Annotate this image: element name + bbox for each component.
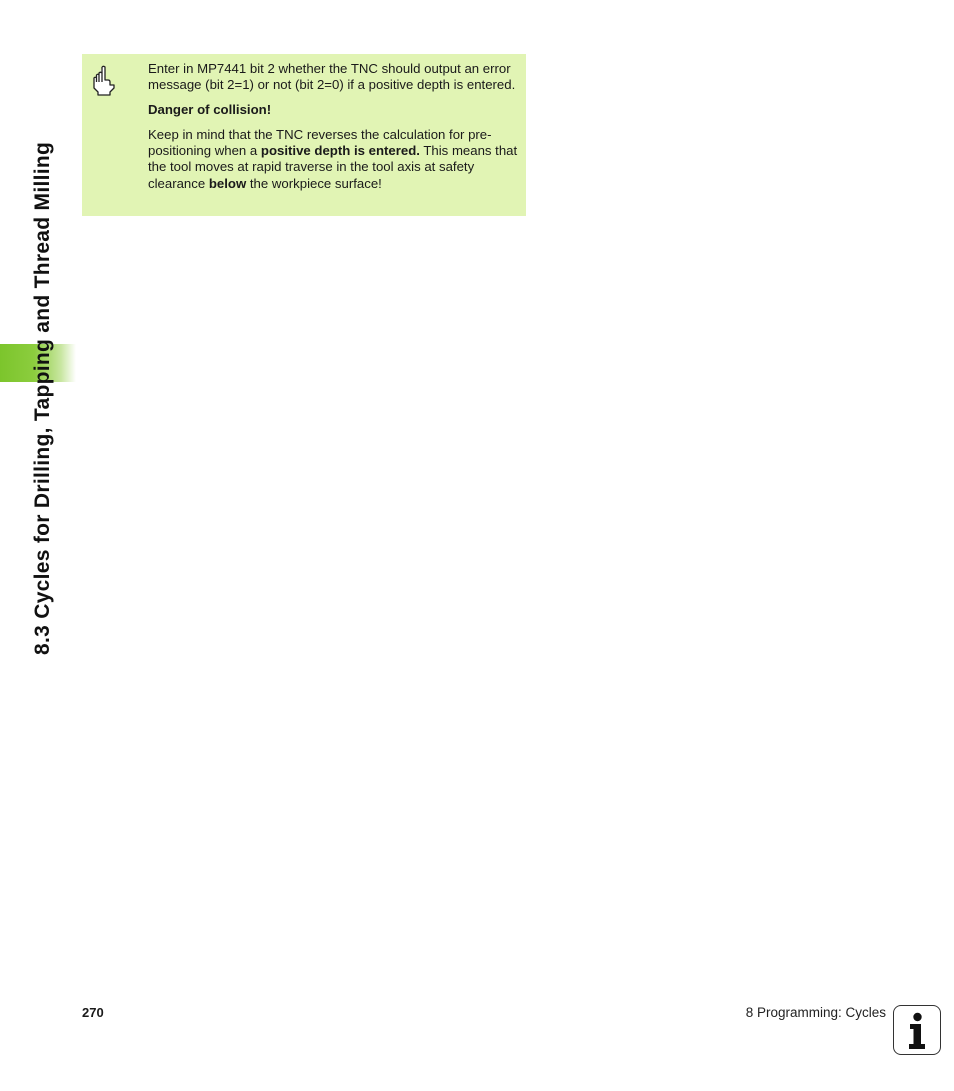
chapter-label: 8 Programming: Cycles bbox=[745, 1005, 886, 1020]
text-segment: the workpiece surface! bbox=[246, 175, 382, 191]
note-content bbox=[148, 61, 520, 200]
text-segment: Keep in mind that the TNC reverses the calculation for pre-positioning when a bbox=[148, 126, 492, 159]
pointing-hand-icon bbox=[90, 64, 116, 96]
bold-text-positive-depth: positive depth is entered. bbox=[260, 143, 420, 159]
section-side-title: 8.3 Cycles for Drilling, Tapping and Thread Milling bbox=[31, 141, 54, 655]
page-number: 270 bbox=[82, 1005, 104, 1020]
info-icon[interactable] bbox=[893, 1005, 941, 1055]
text-segment: This means that the tool moves at rapid traverse in the tool axis at safety clearance bbox=[148, 143, 518, 191]
danger-heading: Danger of collision! bbox=[148, 101, 272, 117]
note-paragraph-mp7441: Enter in MP7441 bit 2 whether the TNC should output an error message (bit 2=1) or not (bit 2=0) if a positive depth is entered. bbox=[148, 61, 516, 93]
bold-text-below: below bbox=[208, 175, 247, 191]
note-box bbox=[82, 54, 526, 216]
note-paragraph-collision bbox=[148, 127, 520, 192]
